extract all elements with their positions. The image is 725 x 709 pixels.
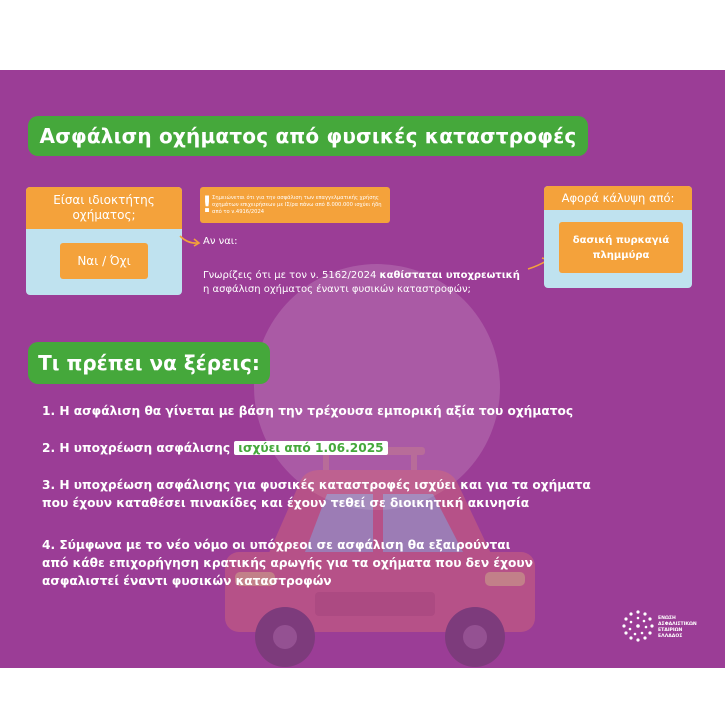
logo-line1: ΕΝΩΣΗ [658,616,676,621]
fact-2: 2. Η υποχρέωση ασφάλισης [42,441,231,455]
list-item [42,536,642,590]
logo-line3: ΕΤΑΙΡΙΩΝ [658,628,683,633]
coverage-forest-fire: δασική πυρκαγιά [572,234,670,246]
legal-note-box [200,187,390,223]
coverage-header: Αφορά κάλυψη από: [544,186,692,210]
arrow-right-icon [178,232,202,248]
fact-1: 1. Η ασφάλιση θα γίνεται με βάση την τρέχουσα εμπορική αξία του οχήματος [42,404,574,418]
list-item [42,402,642,420]
coverage-types [559,222,683,273]
fact-3-line2: που έχουν καταθέσει πινακίδες και έχουν τεθεί σε διοικητική ακινησία [42,496,530,510]
coverage-card [544,186,692,288]
logo-dots-icon [620,608,656,644]
logo-text [658,616,697,640]
logo-line4: ΕΛΛΑΔΟΣ [658,634,683,639]
fact-3-line1: 3. Η υποχρέωση ασφάλισης για φυσικές καταστροφές ισχύει και για τα οχήματα [42,478,591,492]
coverage-flood: πλημμύρα [592,249,650,261]
owner-question: Είσαι ιδιοκτήτης οχήματος; [26,187,182,229]
law-question-part3: η ασφάλιση οχήματος έναντι φυσικών καταστροφών; [203,284,471,295]
page-title: Ασφάλιση οχήματος από φυσικές καταστροφές [28,116,588,156]
legal-note-text: Σημειώνεται ότι για την ασφάλιση των επαγγελματικής χρήσης οχημάτων επιχειρήσεων με ΙΣ/ρα πάνω από 8.000.000 ισχύει ήδη από το ν.4916/2024 [212,194,382,215]
list-item [42,439,642,457]
exclamation-icon: ! [202,192,213,218]
list-item [42,476,642,512]
insurance-association-logo [620,608,710,648]
section-title: Τι πρέπει να ξέρεις: [28,342,270,384]
law-question-text [203,269,523,297]
if-yes-label: Αν ναι: [203,236,238,247]
fact-4-line2: από κάθε επιχορήγηση κρατικής αρωγής για τα οχήματα που δεν έχουν [42,556,533,570]
law-question-part2: καθίσταται υποχρεωτική [379,270,520,281]
fact-4-line3: ασφαλιστεί έναντι φυσικών καταστροφών [42,574,332,588]
law-question-part1: Γνωρίζεις ότι με τον ν. 5162/2024 [203,270,377,281]
infographic-panel [0,70,725,668]
fact-2-highlight: ισχύει από 1.06.2025 [234,441,387,455]
fact-4-line1: 4. Σύμφωνα με το νέο νόμο οι υπόχρεοι σε ασφάλιση θα εξαιρούνται [42,538,511,552]
owner-question-card [26,187,182,295]
yes-no-answer: Ναι / Όχι [60,243,148,279]
logo-line2: ΑΣΦΑΛΙΣΤΙΚΩΝ [658,622,697,627]
